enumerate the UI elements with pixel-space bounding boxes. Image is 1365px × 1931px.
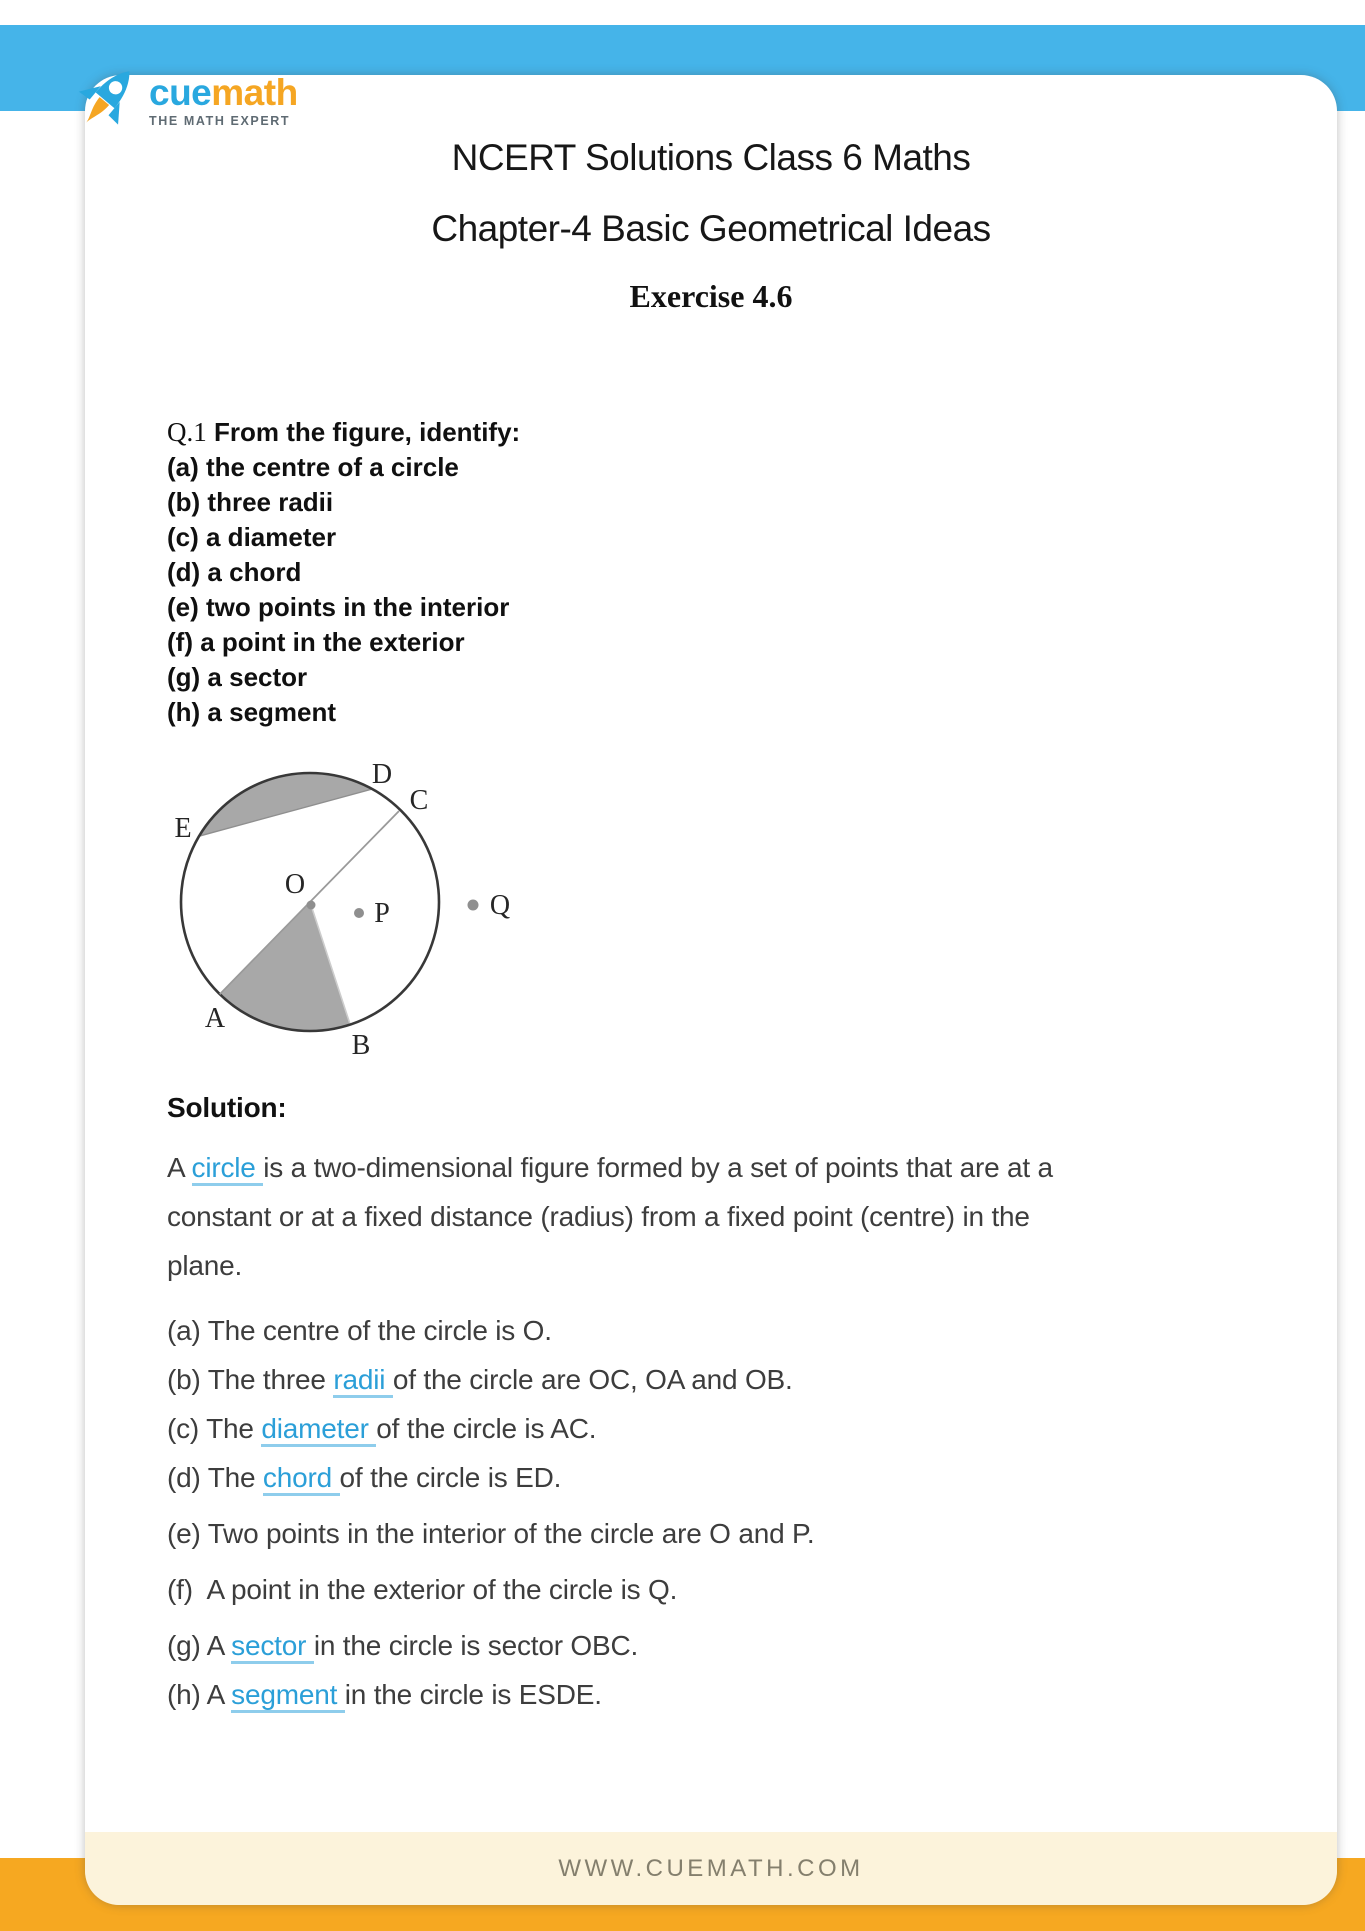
question-item: (a) the centre of a circle <box>167 452 459 482</box>
question-item: (b) three radii <box>167 487 334 517</box>
question-number: Q.1 <box>167 417 207 447</box>
answer-line-g <box>167 1621 1262 1670</box>
footer-band <box>85 1832 1337 1905</box>
question-item: (f) a point in the exterior <box>167 627 465 657</box>
intro-line: plane. <box>167 1250 243 1281</box>
brand-math: math <box>211 72 298 113</box>
interior-dot-P <box>354 908 364 918</box>
page-subtitle: Chapter-4 Basic Geometrical Ideas <box>431 208 991 249</box>
footer-url: WWW.CUEMATH.COM <box>558 1854 864 1882</box>
answer-line-d <box>167 1453 1262 1502</box>
question-prompt-text: From the figure, identify: <box>213 417 521 447</box>
answer-text: of the circle is ED. <box>339 1462 562 1493</box>
term-link-chord[interactable]: chord <box>263 1462 340 1496</box>
answer-text: of the circle is AC. <box>376 1413 597 1444</box>
answer-line-b <box>167 1355 1262 1404</box>
brand-text <box>149 72 298 128</box>
point-label-B: B <box>351 1030 371 1061</box>
point-label-E: E <box>174 813 192 844</box>
answer-text: (a) The centre of the circle is O. <box>167 1315 552 1346</box>
term-link-diameter[interactable]: diameter <box>261 1413 376 1447</box>
answer-line-e <box>167 1509 1262 1558</box>
answer-text: (h) A <box>167 1679 232 1710</box>
point-label-O: O <box>284 869 306 900</box>
page-card <box>85 72 1337 1905</box>
answer-text: (d) The <box>167 1462 263 1493</box>
term-link-radii[interactable]: radii <box>333 1364 393 1398</box>
point-label-A: A <box>204 1003 226 1034</box>
question-item: (h) a segment <box>167 697 337 727</box>
brand-cue: cue <box>149 72 212 113</box>
point-label-Q: Q <box>489 890 511 921</box>
term-link-sector[interactable]: sector <box>231 1630 314 1664</box>
answer-line-c <box>167 1404 1262 1453</box>
point-label-D: D <box>371 759 393 790</box>
solution-heading: Solution: <box>167 1092 287 1123</box>
exterior-dot-Q <box>468 900 479 911</box>
shaded-sector <box>220 902 350 1031</box>
answer-line-h <box>167 1670 1262 1719</box>
question-item: (g) a sector <box>167 662 308 692</box>
answer-text: (c) The <box>167 1413 262 1444</box>
answer-text: (g) A <box>167 1630 232 1661</box>
center-dot-O <box>307 901 316 910</box>
solution-intro <box>167 1143 1262 1290</box>
answer-text: (e) Two points in the interior of the circle are O and P. <box>167 1518 815 1549</box>
answer-text: in the circle is sector OBC. <box>313 1630 639 1661</box>
term-link-circle[interactable]: circle <box>192 1152 264 1186</box>
question-item: (c) a diameter <box>167 522 337 552</box>
exercise-heading: Exercise 4.6 <box>629 278 793 314</box>
point-label-P: P <box>374 898 390 929</box>
question-prompt <box>167 415 520 450</box>
point-label-C: C <box>409 785 429 816</box>
intro-text: A <box>167 1152 192 1183</box>
answer-line-a <box>167 1306 1262 1355</box>
intro-line: constant or at a fixed distance (radius) from a fixed point (centre) in the <box>167 1201 1030 1232</box>
answer-text: (f) A point in the exterior of the circle is Q. <box>167 1574 678 1605</box>
solution-block <box>167 1091 1262 1719</box>
circle-figure <box>137 753 537 1063</box>
intro-text: is a two-dimensional figure formed by a set of points that are at a <box>263 1152 1053 1183</box>
solution-answers <box>167 1306 1262 1719</box>
answer-line-f <box>167 1565 1262 1614</box>
question-block <box>167 415 520 730</box>
rocket-icon <box>79 59 135 141</box>
brand-tagline: THE MATH EXPERT <box>149 114 291 128</box>
page-title: NCERT Solutions Class 6 Maths <box>451 137 971 178</box>
answer-text: in the circle is ESDE. <box>344 1679 602 1710</box>
term-link-segment[interactable]: segment <box>231 1679 345 1713</box>
question-item: (e) two points in the interior <box>167 592 510 622</box>
answer-text: of the circle are OC, OA and OB. <box>392 1364 793 1395</box>
cuemath-logo <box>79 59 298 141</box>
answer-text: (b) The three <box>167 1364 334 1395</box>
question-item: (d) a chord <box>167 557 302 587</box>
intro-line <box>167 1143 1262 1192</box>
